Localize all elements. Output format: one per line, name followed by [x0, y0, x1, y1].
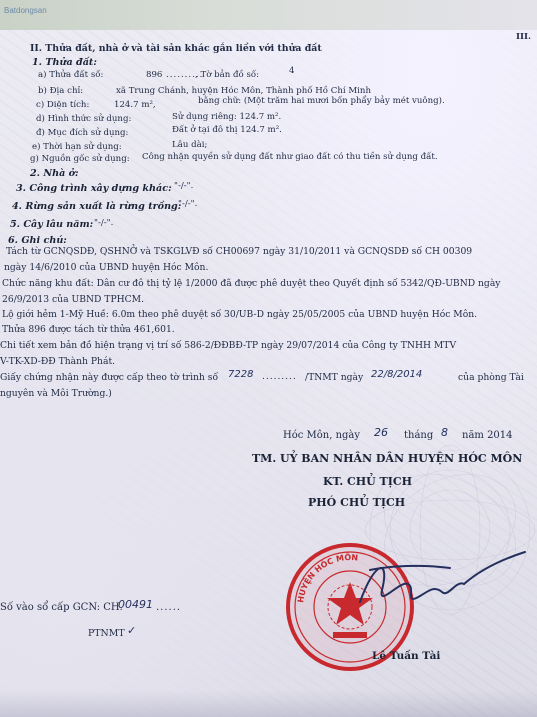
note-line: 26/9/2013 của UBND TPHCM.: [2, 294, 144, 305]
area-value: 124.7 m²,: [114, 100, 156, 110]
map-sheet-label: , Tờ bản đồ số:: [195, 70, 260, 80]
usage-form-label: d) Hình thức sử dụng:: [36, 114, 132, 124]
issued-mid: /TNMT ngày: [305, 372, 364, 383]
note-line: V-TK-XD-ĐĐ Thành Phát.: [0, 356, 116, 367]
signer-name: Lê Tuấn Tài: [372, 650, 441, 662]
trees-value: "-/-".: [94, 218, 114, 228]
map-sheet-value: 4: [289, 66, 295, 76]
dotted-leader: ......: [156, 602, 182, 613]
registry-number: 00491: [118, 598, 153, 611]
sign-month: 8: [441, 426, 448, 439]
land-heading: 1. Thửa đất:: [32, 57, 97, 68]
area-label: c) Diện tích:: [36, 100, 90, 110]
note-line: Tách từ GCNQSDĐ, QSHNỞ và TSKGLVĐ số CH00697 ngày 31/10/2011 và GCNQSDĐ số CH 00309: [6, 246, 473, 257]
note-line: Thửa 896 được tách từ thửa 461,601.: [2, 324, 175, 335]
svg-text:HUYỆN HÓC MÔN: HUYỆN HÓC MÔN: [296, 552, 359, 604]
role-vice-chair: PHÓ CHỦ TỊCH: [308, 496, 406, 509]
note-line: Chi tiết xem bản đồ hiện trạng vị trí số 586-2/ĐĐBĐ-TP ngày 29/07/2014 của Công ty TNHH MTV: [0, 340, 457, 351]
org-title: TM. UỶ BAN NHÂN DÂN HUYỆN HÓC MÔN: [252, 452, 523, 465]
parcel-number-value: 896: [146, 70, 163, 80]
note-line: Lộ giới hẻm 1-Mỹ Huề: 6.0m theo phê duyệt số 30/UB-D ngày 25/05/2005 của UBND huyện Hóc Môn.: [2, 309, 478, 320]
construction-value: "-/-".: [174, 181, 194, 191]
issued-number: 7228: [228, 369, 254, 380]
issued-line2: nguyên và Môi Trường.): [0, 388, 112, 399]
office-code: PTNMT: [88, 628, 125, 639]
forest-heading: 4. Rừng sản xuất là rừng trồng:: [12, 201, 182, 212]
place-date-prefix: Hóc Môn, ngày: [283, 430, 361, 441]
sign-year: năm 2014: [462, 430, 513, 441]
office-initial: ✓: [127, 624, 137, 637]
dotted-leader: ..........: [166, 70, 204, 80]
parcel-number-label: a) Thửa đất số:: [38, 70, 104, 80]
usage-term-label: e) Thời hạn sử dụng:: [32, 142, 122, 152]
address-value: xã Trung Chánh, huyện Hóc Môn, Thành phố Hồ Chí Minh: [116, 86, 371, 96]
issued-prefix: Giấy chứng nhận này được cấp theo tờ trình số: [0, 372, 219, 383]
bottom-shadow: [0, 690, 537, 717]
area-words: bằng chữ: (Một trăm hai mươi bốn phẩy bảy mét vuông).: [198, 96, 445, 106]
signature: [330, 540, 530, 630]
page-number: III.: [516, 32, 532, 42]
section-title: II. Thửa đất, nhà ở và tài sản khác gắn liền với thửa đất: [30, 43, 322, 54]
origin-value: Công nhận quyền sử dụng đất như giao đất có thu tiền sử dụng đất.: [142, 152, 438, 162]
construction-heading: 3. Công trình xây dựng khác:: [16, 183, 172, 194]
usage-form-value: Sử dụng riêng: 124.7 m².: [172, 112, 282, 122]
sign-day: 26: [374, 426, 388, 439]
dotted-leader: .........: [262, 372, 297, 382]
usage-term-value: Lâu dài;: [172, 140, 208, 150]
origin-label: g) Nguồn gốc sử dụng:: [30, 154, 130, 164]
month-label: tháng: [404, 430, 434, 441]
issued-date: 22/8/2014: [371, 369, 423, 380]
usage-purpose-label: đ) Mục đích sử dụng:: [36, 128, 129, 138]
address-label: b) Địa chỉ:: [38, 86, 84, 96]
forest-value: "-/-".: [178, 199, 198, 209]
role-kt: KT. CHỦ TỊCH: [323, 475, 413, 488]
trees-heading: 5. Cây lâu năm:: [10, 219, 94, 230]
usage-purpose-value: Đất ở tại đô thị 124.7 m².: [172, 125, 282, 135]
registry-label: Số vào sổ cấp GCN: CH.: [0, 602, 123, 613]
note-line: ngày 14/6/2010 của UBND huyện Hóc Môn.: [4, 262, 209, 273]
house-heading: 2. Nhà ở:: [30, 168, 79, 179]
top-strip: [0, 0, 537, 30]
issued-suffix: của phòng Tài: [458, 372, 524, 383]
watermark-logo: Batdongsan: [4, 6, 47, 15]
note-line: Chức năng khu đất: Dân cư đô thị tỷ lệ 1/2000 đã được phê duyệt theo Quyết định số 5342/QĐ-UBND ngày: [2, 278, 501, 289]
notes-heading: 6. Ghi chú:: [8, 235, 67, 246]
